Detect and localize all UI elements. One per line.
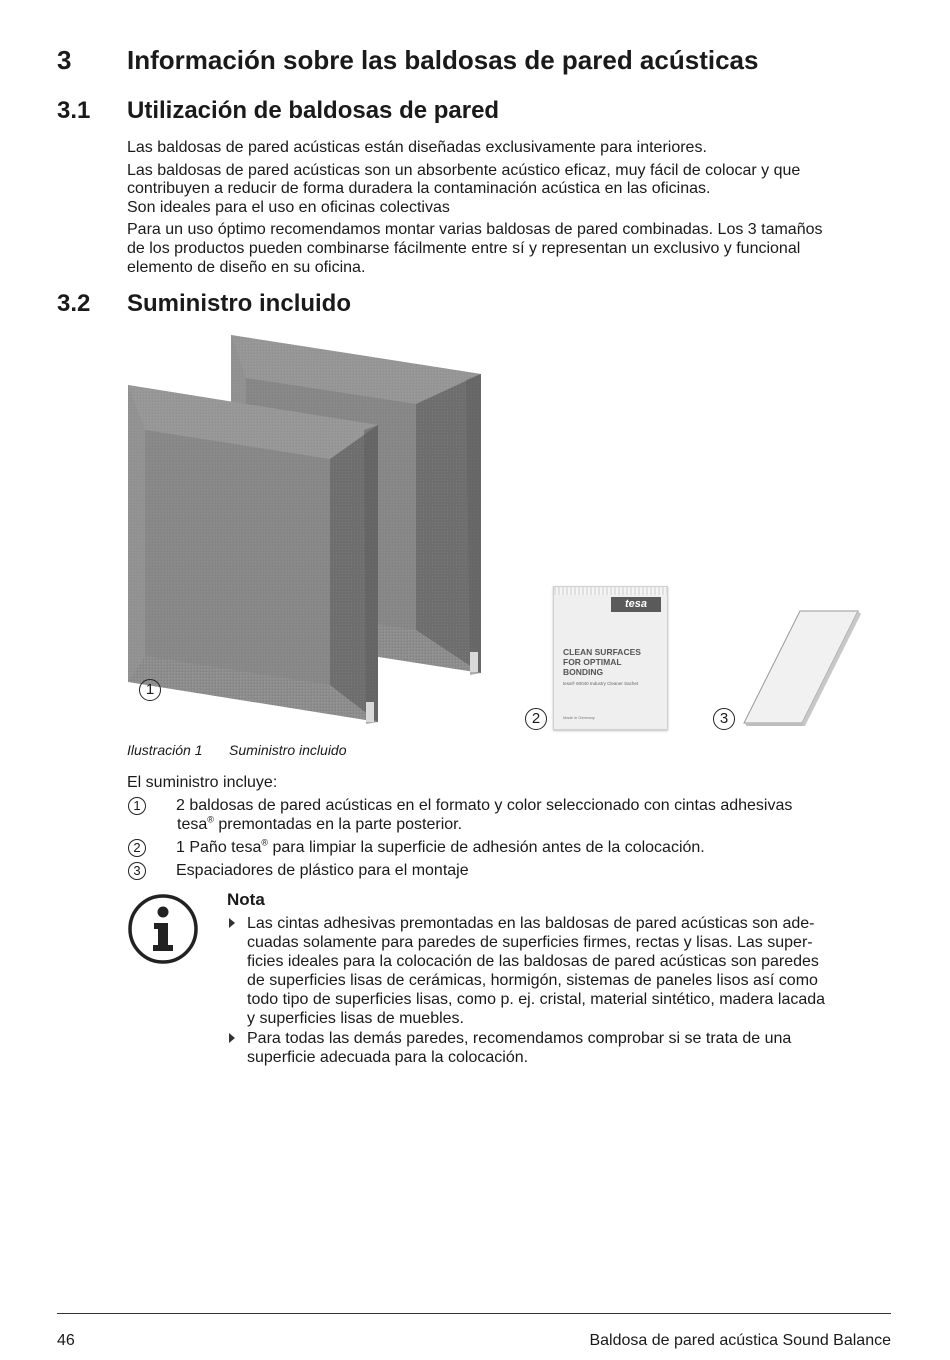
sachet-line: CLEAN SURFACES xyxy=(563,647,641,657)
figure-caption-label: Ilustración 1 xyxy=(127,742,203,758)
note-line: Las cintas adhesivas premontadas en las baldosas de pared acústicas son ade- xyxy=(247,915,815,932)
bullet-arrow xyxy=(229,918,235,928)
note-bullet-1 xyxy=(247,914,897,1028)
sachet-seal-top xyxy=(554,587,667,595)
list-item xyxy=(128,838,898,858)
figure-caption-text: Suministro incluido xyxy=(229,742,347,758)
note-line: Para todas las demás paredes, recomendamos comprobar si se trata de una xyxy=(247,1030,792,1047)
info-icon xyxy=(127,893,199,965)
paragraph: Las baldosas de pared acústicas están diseñadas exclusivamente para interiores. xyxy=(127,139,707,156)
note-line: y superficies lisas de muebles. xyxy=(247,1010,464,1027)
supply-intro: El suministro incluye: xyxy=(127,774,278,791)
cleaning-wipe-sachet xyxy=(553,586,668,730)
paragraph-line: Las baldosas de pared acústicas son un absorbente acústico eficaz, muy fácil de colocar y que xyxy=(127,162,801,179)
callout-3: 3 xyxy=(713,708,735,730)
item-number-3: 3 xyxy=(128,862,146,880)
list-item xyxy=(128,861,898,881)
note-line: superficie adecuada para la colocación. xyxy=(247,1049,529,1066)
section-number: 3 xyxy=(57,45,72,75)
sachet-text xyxy=(563,647,641,677)
callout-2: 2 xyxy=(525,708,547,730)
paragraph-line: elemento de diseño en su oficina. xyxy=(127,259,366,276)
footer-rule xyxy=(57,1313,891,1314)
note-line: cuadas solamente para paredes de superficies firmes, rectas y lisas. Las super- xyxy=(247,934,813,951)
list-item-pre: 1 Paño tesa xyxy=(176,839,262,856)
plastic-spacer-illustration xyxy=(740,605,865,730)
subsection-title: Utilización de baldosas de pared xyxy=(127,97,500,124)
bullet-arrow xyxy=(229,1033,235,1043)
sachet-small-text: tesa® 60040 Industry Cleaner Sachet xyxy=(563,681,639,686)
sachet-tiny-text: Made in Germany xyxy=(563,715,595,720)
item-number-1: 1 xyxy=(128,797,146,815)
list-item-line xyxy=(177,815,897,834)
subsection-title: Suministro incluido xyxy=(127,290,352,317)
list-item xyxy=(128,796,898,836)
registered-mark: ® xyxy=(261,837,269,848)
tesa-word: tesa xyxy=(177,816,208,833)
paragraph-line: de los productos pueden combinarse fácilmente entre sí y representan un exclusivo y funcional xyxy=(127,240,801,257)
page-number: 46 xyxy=(57,1332,75,1349)
section-title: Información sobre las baldosas de pared acústicas xyxy=(127,45,759,75)
list-item-text: premontadas en la parte posterior. xyxy=(213,816,463,833)
callout-1: 1 xyxy=(139,679,161,701)
acoustic-tiles-illustration xyxy=(120,330,490,730)
tesa-logo: tesa xyxy=(611,597,661,612)
note-line: de superficies lisas de cerámicas, hormigón, sistemas de paneles lisos así como xyxy=(247,972,818,989)
note-line: ficies ideales para la colocación de las baldosas de pared acústicas son paredes xyxy=(247,953,819,970)
list-item-post: para limpiar la superficie de adhesión antes de la colocación. xyxy=(268,839,705,856)
paragraph-line: Para un uso óptimo recomendamos montar varias baldosas de pared combinadas. Los 3 tamaños xyxy=(127,221,823,238)
paragraph-line: Son ideales para el uso en oficinas colectivas xyxy=(127,199,450,216)
subsection-number: 3.2 xyxy=(57,290,91,317)
front-tile xyxy=(128,385,378,724)
note-line: todo tipo de superficies lisas, como p. ej. cristal, material sintético, madera lacada xyxy=(247,991,826,1008)
note-title: Nota xyxy=(227,890,265,909)
subsection-number: 3.1 xyxy=(57,97,91,124)
registered-mark: ® xyxy=(207,814,214,825)
item-number-2: 2 xyxy=(128,839,146,857)
list-item-text xyxy=(176,838,896,857)
paragraph-line: contribuyen a reducir de forma duradera la contaminación acústica en las oficinas. xyxy=(127,180,711,197)
note-bullet-2 xyxy=(247,1029,897,1067)
footer-title: Baldosa de pared acústica Sound Balance xyxy=(589,1332,891,1349)
list-item-line: 2 baldosas de pared acústicas en el formato y color seleccionado con cintas adhesivas xyxy=(176,797,793,814)
sachet-line: BONDING xyxy=(563,667,604,677)
list-item-text: Espaciadores de plástico para el montaje xyxy=(176,862,469,879)
sachet-line: FOR OPTIMAL xyxy=(563,657,622,667)
list-item-text xyxy=(176,796,896,815)
